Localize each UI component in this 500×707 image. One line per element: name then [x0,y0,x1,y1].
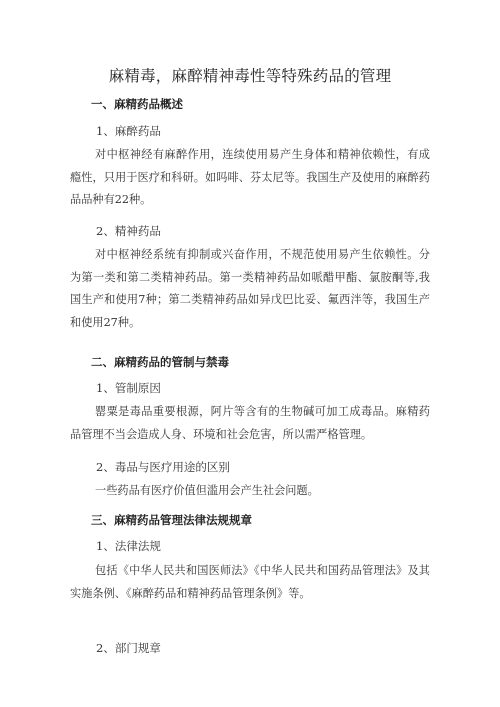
paragraph-3-1: 包括《中华人民共和国医师法》《中华人民共和国药品管理法》及其实施条例、《麻醉药品和精神药品管理条例》等。 [70,564,430,600]
subsection-heading-1-1: 1、麻醉药品 [96,124,161,138]
subsection-heading-1-2: 2、精神药品 [96,224,161,238]
section-heading-3: 三、麻精药品管理法律法规规章 [91,513,252,527]
section-heading-2: 二、麻精药品的管制与禁毒 [91,355,229,369]
subsection-heading-2-2: 2、毒品与医疗用途的区别 [96,460,230,474]
document-title: 麻精毒，麻醉精神毒性等特殊药品的管理 [108,67,392,85]
paragraph-1-2: 对中枢神经系统有抑制或兴奋作用，不规范使用易产生依赖性。分为第一类和第二类精神药品。第一类精神药品如哌醋甲酯、氯胺酮等,我国生产和使用7种；第二类精神药品如异戊巴比妥、氟西泮等，我国生产和使用27种。 [70,248,430,329]
section-heading-1: 一、麻精药品概述 [91,97,183,111]
subsection-heading-2-1: 1、管制原因 [96,381,161,395]
subsection-heading-3-1: 1、法律法规 [96,539,161,553]
paragraph-2-2: 一些药品有医疗价值但滥用会产生社会问题。 [95,484,319,497]
paragraph-2-1: 罂粟是毒品重要根源，阿片等含有的生物碱可加工成毒品。麻精药品管理不当会造成人身、环境和社会危害，所以需严格管理。 [70,405,430,441]
paragraph-1-1: 对中枢神经有麻醉作用，连续使用易产生身体和精神依赖性，有成瘾性，只用于医疗和科研。如吗啡、芬太尼等。我国生产及使用的麻醉药品品种有22种。 [70,148,430,207]
subsection-heading-3-2: 2、部门规章 [96,641,161,655]
